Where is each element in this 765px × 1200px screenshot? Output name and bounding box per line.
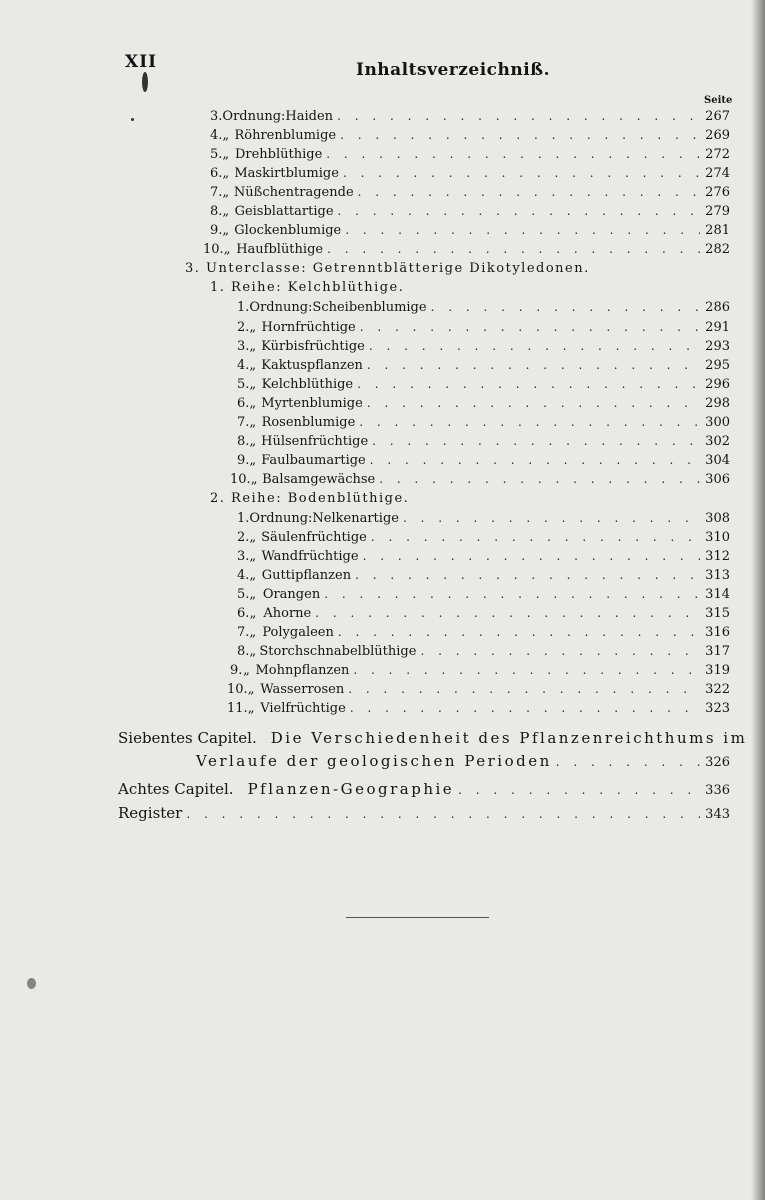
entry-page: 304: [705, 453, 730, 468]
toc-entry: [237, 298, 730, 317]
entry-kind: „: [249, 377, 257, 392]
toc-entry: [230, 470, 730, 489]
entry-page: 323: [705, 701, 730, 716]
toc-entry: [210, 221, 730, 240]
entry-title: Kürbisfrüchtige: [261, 339, 365, 354]
entry-page: 310: [705, 530, 730, 545]
entry-kind: „: [249, 396, 257, 411]
entry-title: Hülsenfrüchtige: [261, 434, 369, 449]
entry-page: 296: [705, 377, 730, 392]
entry-title: Haufblüthige: [236, 242, 324, 257]
entry-kind: Ordnung:: [249, 511, 313, 526]
entry-page: 293: [705, 339, 730, 354]
leader-dots: [337, 107, 700, 126]
entry-page: 281: [705, 223, 730, 238]
toc-entry: [237, 356, 730, 375]
entry-number: 3.: [237, 339, 250, 354]
entry-title: Balsamgewächse: [262, 472, 376, 487]
entry-page: 326: [705, 755, 730, 770]
entry-number: 5.: [237, 587, 250, 602]
entry-title: Maskirtblumige: [234, 166, 339, 181]
entry-title: Myrtenblumige: [261, 396, 363, 411]
entry-title: Kelchblüthige: [261, 377, 354, 392]
entry-kind: „: [222, 204, 230, 219]
entry-number: 6.: [210, 166, 223, 181]
toc-entry: [237, 642, 730, 661]
toc-entry: [203, 240, 730, 259]
leader-dots: [340, 126, 700, 145]
leader-dots: [343, 164, 700, 183]
entry-title: Scheibenblumige: [312, 300, 427, 315]
entry-number: 10.: [203, 242, 224, 257]
leader-dots: [367, 356, 700, 375]
entry-title: Faulbaumartige: [261, 453, 366, 468]
leader-dots: [370, 451, 700, 470]
leader-dots: [372, 432, 700, 451]
entry-kind: Ordnung:: [249, 300, 313, 315]
closing-rule: [346, 917, 489, 918]
entry-number: 2.: [237, 320, 250, 335]
leader-dots: [358, 183, 700, 202]
entry-title: Wasserrosen: [260, 682, 345, 697]
entry-page: 336: [705, 783, 730, 798]
entry-page: 313: [705, 568, 730, 583]
page-folio: XII: [125, 52, 158, 72]
toc-entry: [210, 164, 730, 183]
leader-dots: [431, 298, 700, 317]
entry-number: 11.: [227, 701, 248, 716]
entry-number: 7.: [210, 185, 223, 200]
toc-entry: [237, 394, 730, 413]
entry-kind: „: [247, 701, 255, 716]
entry-number: 6.: [237, 606, 250, 621]
chapter-label: Achtes Capitel.: [118, 780, 234, 798]
chapter-title: Die Verschiedenheit des Pflanzenreichthums im: [270, 729, 748, 747]
leader-dots: [420, 642, 700, 661]
entry-title: Drehblüthige: [234, 147, 323, 162]
leader-dots: [556, 751, 700, 773]
page-title: Inhaltsverzeichniß.: [356, 60, 551, 80]
entry-kind: „: [249, 453, 257, 468]
entry-kind: „: [249, 568, 257, 583]
toc-entry: [237, 604, 730, 623]
entry-kind: „: [223, 242, 231, 257]
leader-dots: [327, 240, 700, 259]
entry-page: 316: [705, 625, 730, 640]
leader-dots: [379, 470, 700, 489]
toc-entry: [237, 413, 730, 432]
toc-entry: [210, 202, 730, 221]
entry-number: 9.: [230, 663, 243, 678]
leader-dots: [186, 803, 700, 825]
entry-number: 10.: [227, 682, 248, 697]
ink-speck: [131, 118, 134, 121]
entry-page: 317: [705, 644, 730, 659]
register-label: Register: [118, 804, 183, 822]
toc-entry: [237, 375, 730, 394]
entry-kind: „: [249, 587, 257, 602]
toc-entry: [237, 585, 730, 604]
leader-dots: [403, 509, 700, 528]
entry-kind: „: [243, 663, 250, 678]
entry-number: 3.: [237, 549, 250, 564]
leader-dots: [338, 202, 700, 221]
toc-entry: [237, 451, 730, 470]
entry-page: 322: [705, 682, 730, 697]
entry-number: 2.: [237, 530, 250, 545]
entry-title: Polygaleen: [262, 625, 334, 640]
ink-smudge: [142, 72, 148, 92]
entry-title: Rosenblumige: [261, 415, 356, 430]
entry-page: 308: [705, 511, 730, 526]
entry-number: 5.: [237, 377, 250, 392]
leader-dots: [315, 604, 700, 623]
entry-number: 9.: [237, 453, 250, 468]
entry-page: 306: [705, 472, 730, 487]
entry-page: 286: [705, 300, 730, 315]
toc-entry: [227, 680, 730, 699]
toc-entry: [210, 126, 730, 145]
chapter-entry: [118, 727, 748, 749]
entry-kind: Ordnung:: [222, 109, 286, 124]
leader-dots: [357, 375, 700, 394]
entry-kind: „: [222, 147, 230, 162]
leader-dots: [367, 394, 700, 413]
toc-entry: [210, 183, 730, 202]
entry-title: Ahorne: [263, 606, 312, 621]
toc-entry: [237, 528, 730, 547]
toc-entry: [227, 699, 730, 718]
entry-title: Säulenfrüchtige: [261, 530, 367, 545]
chapter-title: Pflanzen-Geographie: [247, 780, 455, 798]
entry-title: Storchschnabelblüthige: [259, 644, 417, 659]
leader-dots: [355, 566, 700, 585]
entry-kind: „: [249, 644, 257, 659]
entry-number: 4.: [210, 128, 223, 143]
entry-number: 4.: [237, 568, 250, 583]
toc-entry: [230, 661, 730, 680]
entry-number: 1.: [237, 511, 250, 526]
register-entry: [118, 802, 730, 824]
entry-page: 343: [705, 807, 730, 822]
entry-kind: „: [249, 625, 257, 640]
entry-number: 8.: [237, 644, 250, 659]
chapter-label: Siebentes Capitel.: [118, 729, 257, 747]
entry-kind: „: [249, 434, 257, 449]
entry-page: 315: [705, 606, 730, 621]
entry-number: 7.: [237, 625, 250, 640]
leader-dots: [350, 699, 700, 718]
subclass-heading: 3. Unterclasse: Getrenntblätterige Dikotyledonen.: [185, 261, 590, 276]
entry-number: 8.: [237, 434, 250, 449]
leader-dots: [360, 318, 700, 337]
entry-number: 5.: [210, 147, 223, 162]
entry-title: Kaktuspflanzen: [261, 358, 363, 373]
entry-title: Glockenblumige: [234, 223, 342, 238]
entry-kind: „: [249, 530, 257, 545]
entry-kind: „: [249, 606, 257, 621]
entry-page: 279: [705, 204, 730, 219]
entry-number: 9.: [210, 223, 223, 238]
chapter-entry: [118, 778, 730, 800]
entry-title: Mohnpflanzen: [255, 663, 350, 678]
leader-dots: [369, 337, 700, 356]
entry-kind: „: [249, 358, 257, 373]
leader-dots: [324, 585, 700, 604]
entry-number: 8.: [210, 204, 223, 219]
entry-page: 312: [705, 549, 730, 564]
entry-page: 314: [705, 587, 730, 602]
toc-entry: [210, 107, 730, 126]
entry-title: Hornfrüchtige: [261, 320, 356, 335]
toc-entry: [237, 623, 730, 642]
chapter-entry-continued: [196, 750, 730, 772]
toc-entry: [237, 432, 730, 451]
entry-title: Haiden: [285, 109, 334, 124]
leader-dots: [371, 528, 700, 547]
entry-page: 300: [705, 415, 730, 430]
entry-kind: „: [222, 223, 230, 238]
entry-number: 1.: [237, 300, 250, 315]
entry-page: 272: [705, 147, 730, 162]
series-heading: 2. Reihe: Bodenblüthige.: [210, 491, 410, 506]
entry-kind: „: [249, 320, 257, 335]
leader-dots: [326, 145, 700, 164]
entry-kind: „: [249, 415, 257, 430]
chapter-title: Verlaufe der geologischen Perioden: [196, 752, 552, 770]
entry-title: Guttipflanzen: [261, 568, 352, 583]
entry-title: Vielfrüchtige: [260, 701, 346, 716]
toc-entry: [237, 318, 730, 337]
entry-page: 267: [705, 109, 730, 124]
entry-kind: „: [250, 472, 258, 487]
entry-kind: „: [249, 339, 257, 354]
entry-kind: „: [247, 682, 255, 697]
entry-kind: „: [222, 166, 230, 181]
leader-dots: [458, 779, 700, 801]
toc-entry: [237, 337, 730, 356]
entry-title: Nüßchentragende: [233, 185, 354, 200]
entry-number: 6.: [237, 396, 250, 411]
entry-page: 269: [705, 128, 730, 143]
leader-dots: [363, 547, 700, 566]
toc-entry: [237, 547, 730, 566]
entry-kind: „: [222, 128, 230, 143]
leader-dots: [348, 680, 700, 699]
entry-page: 302: [705, 434, 730, 449]
series-heading: 1. Reihe: Kelchblüthige.: [210, 280, 405, 295]
page-column-label: Seite: [704, 95, 733, 106]
entry-number: 7.: [237, 415, 250, 430]
entry-page: 298: [705, 396, 730, 411]
entry-title: Röhrenblumige: [234, 128, 337, 143]
entry-page: 282: [705, 242, 730, 257]
entry-number: 3.: [210, 109, 223, 124]
toc-entry: [237, 509, 730, 528]
toc-entry: [237, 566, 730, 585]
entry-number: 10.: [230, 472, 251, 487]
entry-title: Nelkenartige: [312, 511, 399, 526]
leader-dots: [359, 413, 700, 432]
page-edge-shadow: [751, 0, 765, 1200]
entry-page: 319: [705, 663, 730, 678]
entry-page: 291: [705, 320, 730, 335]
entry-kind: „: [222, 185, 230, 200]
entry-page: 295: [705, 358, 730, 373]
leader-dots: [338, 623, 700, 642]
leader-dots: [353, 661, 700, 680]
entry-title: Orangen: [262, 587, 321, 602]
entry-page: 274: [705, 166, 730, 181]
toc-entry: [210, 145, 730, 164]
ink-smudge: [27, 978, 36, 989]
leader-dots: [345, 221, 700, 240]
entry-kind: „: [249, 549, 257, 564]
entry-title: Wandfrüchtige: [261, 549, 359, 564]
entry-title: Geisblattartige: [234, 204, 334, 219]
entry-number: 4.: [237, 358, 250, 373]
entry-page: 276: [705, 185, 730, 200]
